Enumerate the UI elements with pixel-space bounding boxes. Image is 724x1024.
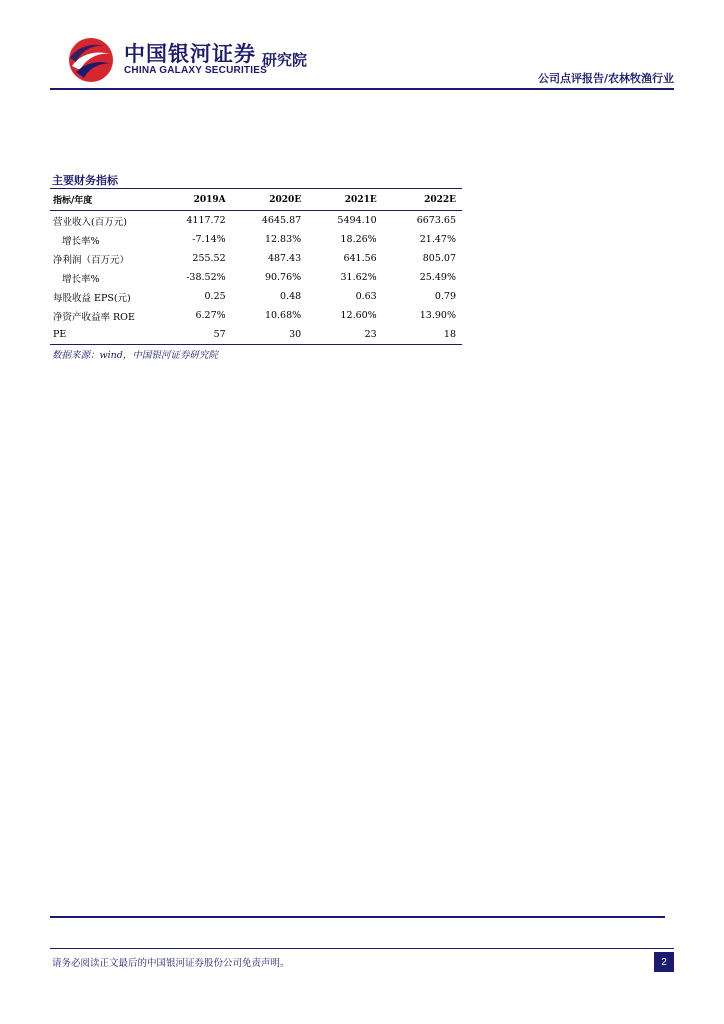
column-header: 2020E [232, 189, 308, 211]
table-cell: 25.49% [419, 272, 456, 283]
company-logo [66, 36, 328, 84]
logo-english-name: CHINA GALAXY SECURITIES [124, 65, 267, 76]
table-cell: 57 [176, 325, 231, 345]
table-cell: -38.52% [186, 272, 226, 283]
table-row [50, 230, 462, 249]
row-label: PE [50, 325, 176, 345]
table-row [50, 249, 462, 268]
row-label: 净利润（百万元） [53, 254, 130, 266]
table-cell: 255.52 [192, 253, 226, 264]
row-label: 营业收入(百万元) [53, 216, 127, 228]
table-cell: 0.79 [434, 291, 456, 302]
table-cell: 5494.10 [337, 215, 377, 226]
galaxy-logo-icon [66, 36, 116, 84]
column-header: 2022E [383, 189, 462, 211]
row-label: 增长率% [62, 273, 100, 285]
page-number: 2 [654, 952, 674, 972]
table-row [50, 306, 462, 325]
table-cell: 4117.72 [186, 215, 226, 226]
table-cell: 805.07 [422, 253, 456, 264]
table-row [50, 287, 462, 306]
table-cell: 31.62% [340, 272, 377, 283]
table-cell: 12.83% [264, 234, 302, 245]
table-cell: 21.47% [419, 234, 456, 245]
table-cell: 641.56 [343, 253, 377, 264]
header-divider [50, 88, 674, 90]
column-header: 指标/年度 [50, 189, 176, 211]
report-category: 公司点评报告/农林牧渔行业 [537, 72, 674, 85]
table-cell: 0.25 [204, 291, 226, 302]
table-cell: 23 [307, 325, 383, 345]
data-source-note: 数据来源：wind，中国银河证券研究院 [52, 350, 218, 361]
table-title: 主要财务指标 [52, 174, 118, 187]
table-header-row [50, 189, 462, 211]
column-header: 2019A [176, 189, 231, 211]
row-label: 每股收益 EPS(元) [53, 292, 131, 304]
table-cell: 90.76% [264, 272, 302, 283]
table-cell: 6.27% [195, 310, 226, 321]
footer-divider-thin [50, 948, 674, 949]
table-cell: 487.43 [267, 253, 302, 264]
table-row [50, 211, 462, 231]
table-cell: 30 [232, 325, 308, 345]
table-cell: 0.63 [355, 291, 377, 302]
table-cell: -7.14% [192, 234, 226, 245]
table-cell: 6673.65 [416, 215, 456, 226]
table-cell: 0.48 [280, 291, 302, 302]
table-row [50, 325, 462, 345]
footer-divider [50, 916, 665, 918]
row-label: 增长率% [62, 235, 100, 247]
financial-indicators-table [50, 188, 462, 345]
table-cell: 4645.87 [261, 215, 302, 226]
table-cell: 12.60% [340, 310, 377, 321]
table-cell: 13.90% [419, 310, 456, 321]
row-label: 净资产收益率 ROE [53, 311, 135, 323]
column-header: 2021E [307, 189, 383, 211]
table-cell: 18 [383, 325, 462, 345]
logo-research-institute: 研究院 [262, 51, 308, 69]
table-cell: 10.68% [264, 310, 302, 321]
logo-chinese-name: 中国银河证券 [124, 42, 256, 66]
table-row [50, 268, 462, 287]
table-cell: 18.26% [340, 234, 377, 245]
disclaimer-text: 请务必阅读正文最后的中国银河证券股份公司免责声明。 [52, 958, 290, 969]
